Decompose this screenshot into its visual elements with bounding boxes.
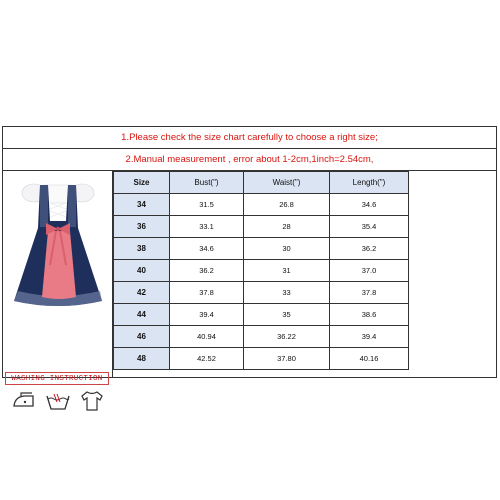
washing-instruction-panel (5, 372, 109, 418)
length-cell: 34.6 (330, 194, 409, 216)
length-cell: 39.4 (330, 326, 409, 348)
size-chart-table (113, 171, 409, 370)
waist-cell: 37.80 (244, 348, 330, 370)
size-cell: 34 (114, 194, 170, 216)
table-row (114, 260, 409, 282)
dirndl-dress-image (6, 173, 110, 313)
size-cell: 40 (114, 260, 170, 282)
bust-cell: 36.2 (170, 260, 244, 282)
washing-title: WASHING INSTRUCTION (5, 372, 109, 385)
waist-cell: 36.22 (244, 326, 330, 348)
hand-wash-icon (45, 390, 71, 412)
bust-cell: 34.6 (170, 238, 244, 260)
table-row (114, 348, 409, 370)
length-cell: 37.8 (330, 282, 409, 304)
bust-cell: 42.52 (170, 348, 244, 370)
length-cell: 35.4 (330, 216, 409, 238)
length-cell: 36.2 (330, 238, 409, 260)
size-note-1: 1.Please check the size chart carefully to choose a right size; (3, 127, 496, 149)
waist-cell: 31 (244, 260, 330, 282)
bust-cell: 33.1 (170, 216, 244, 238)
size-cell: 36 (114, 216, 170, 238)
table-row (114, 282, 409, 304)
size-cell: 38 (114, 238, 170, 260)
waist-cell: 28 (244, 216, 330, 238)
blank-area (408, 171, 496, 377)
table-row (114, 194, 409, 216)
length-cell: 37.0 (330, 260, 409, 282)
size-cell: 46 (114, 326, 170, 348)
bust-cell: 39.4 (170, 304, 244, 326)
col-header-bust: Bust(") (170, 172, 244, 194)
bust-cell: 37.8 (170, 282, 244, 304)
waist-cell: 35 (244, 304, 330, 326)
size-cell: 48 (114, 348, 170, 370)
bust-cell: 40.94 (170, 326, 244, 348)
col-header-size: Size (114, 172, 170, 194)
table-row (114, 238, 409, 260)
washing-icons (11, 390, 107, 416)
table-row (114, 326, 409, 348)
length-cell: 40.16 (330, 348, 409, 370)
col-header-length: Length(") (330, 172, 409, 194)
length-cell: 38.6 (330, 304, 409, 326)
product-photo-cell (3, 171, 113, 383)
waist-cell: 30 (244, 238, 330, 260)
size-note-2: 2.Manual measurement , error about 1-2cm,1inch=2.54cm, (3, 149, 496, 171)
size-cell: 44 (114, 304, 170, 326)
iron-icon (11, 390, 37, 412)
table-row (114, 216, 409, 238)
size-chart-frame (2, 126, 497, 383)
shirt-icon (79, 390, 105, 412)
waist-cell: 33 (244, 282, 330, 304)
waist-cell: 26.8 (244, 194, 330, 216)
table-row (114, 304, 409, 326)
bust-cell: 31.5 (170, 194, 244, 216)
table-header-row (114, 172, 409, 194)
size-cell: 42 (114, 282, 170, 304)
col-header-waist: Waist(") (244, 172, 330, 194)
